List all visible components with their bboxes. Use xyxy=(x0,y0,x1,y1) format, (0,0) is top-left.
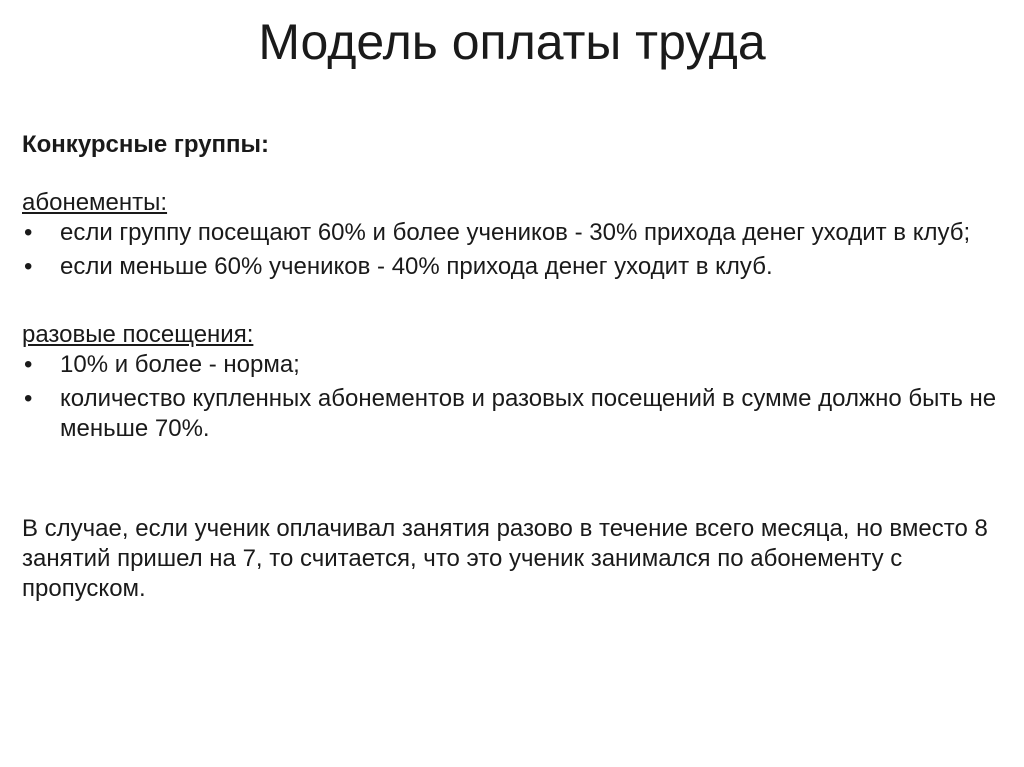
bullet-icon: • xyxy=(24,385,33,412)
list-item-text: 10% и более - норма; xyxy=(60,351,300,378)
list-item-text: если меньше 60% учеников - 40% прихода денег уходит в клуб. xyxy=(60,253,773,280)
list-item xyxy=(22,350,1012,380)
closing-paragraph: В случае, если ученик оплачивал занятия разово в течение всего месяца, но вместо 8 занятий пришел на 7, то считается, что это ученик занимался по абонементу с пропуском. xyxy=(22,515,988,602)
single-visits-label: разовые посещения: xyxy=(22,321,254,348)
bullet-icon: • xyxy=(24,351,33,378)
subscriptions-list xyxy=(22,218,1012,282)
section-heading: Конкурсные группы: xyxy=(22,131,270,158)
bullet-icon: • xyxy=(24,219,33,246)
slide-title: Модель оплаты труда xyxy=(258,14,766,70)
single-visits-list xyxy=(22,350,1012,444)
spacer xyxy=(22,448,1012,514)
list-item xyxy=(22,384,1012,444)
list-item xyxy=(22,252,1012,282)
subscriptions-label: абонементы: xyxy=(22,189,168,216)
bullet-icon: • xyxy=(24,253,33,280)
list-item-text: если группу посещают 60% и более учеников - 30% прихода денег уходит в клуб; xyxy=(60,219,971,246)
spacer xyxy=(22,286,1012,320)
list-item-text: количество купленных абонементов и разовых посещений в сумме должно быть не меньше 70%. xyxy=(60,385,997,442)
slide-content xyxy=(22,130,1012,604)
list-item xyxy=(22,218,1012,248)
